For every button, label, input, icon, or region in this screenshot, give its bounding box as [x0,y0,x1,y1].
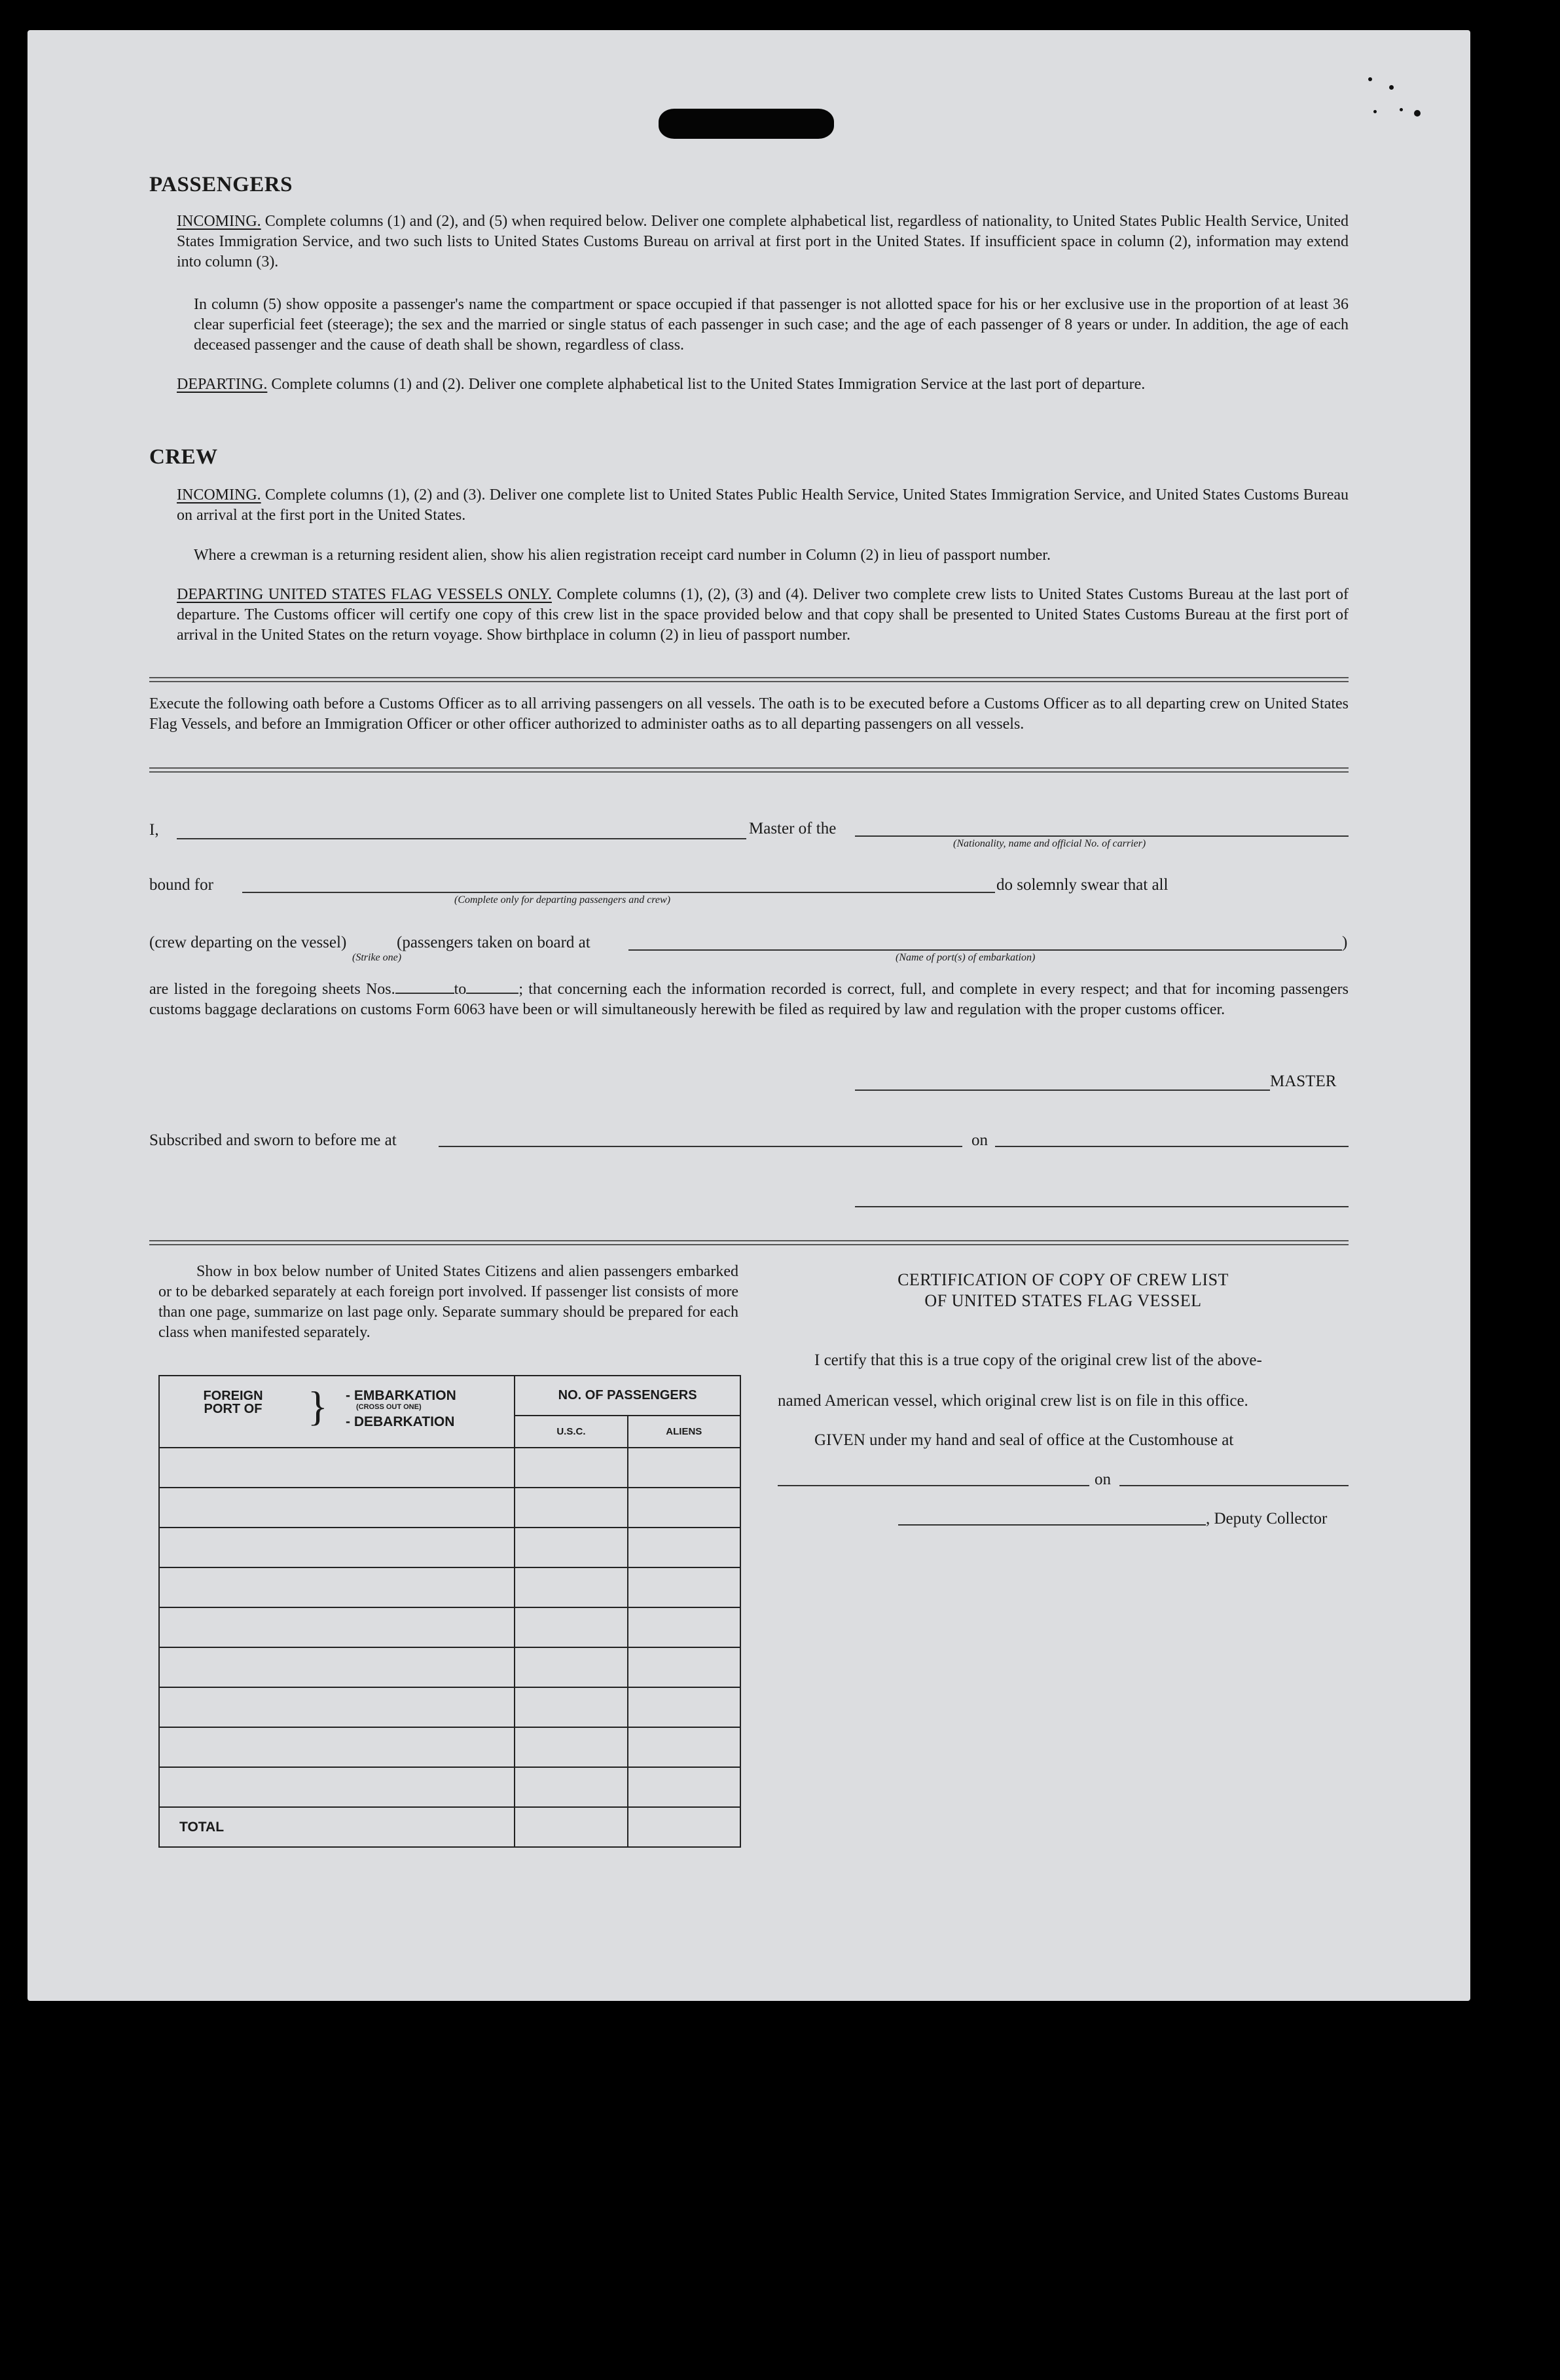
aliens-cell[interactable] [628,1488,740,1528]
usc-cell[interactable] [515,1528,627,1567]
crew-departing-label: DEPARTING UNITED STATES FLAG VESSELS ONLY. [177,586,552,603]
aliens-cell[interactable] [628,1567,740,1607]
port-cell[interactable] [159,1607,515,1647]
table-total-row [159,1807,740,1847]
master-signature-field[interactable] [855,1089,1270,1091]
passengers-column5-paragraph: In column (5) show opposite a passenger's name the compartment or space occupied if that passenger is not allotted space for his or her exclusive use in the proportion of at least 36 clear superficial feet (steerage); the sex and the married or single status of each passenger in such case; and the age of each passenger of 8 years or under. In addition, the age of each deceased passenger and the cause of death shall be shown, regardless of class. [194,296,1349,354]
passengers-heading: PASSENGERS [149,173,293,196]
section-divider [149,767,1349,773]
certification-on-label: on [1095,1471,1111,1488]
table-row [159,1687,740,1727]
aliens-cell[interactable] [628,1528,740,1567]
brace-icon: } [308,1383,328,1429]
passengers-departing-label: DEPARTING. [177,376,268,393]
port-header-label: FOREIGN PORT OF [203,1389,263,1416]
deputy-collector-signature-field[interactable] [898,1524,1206,1526]
oath-crew-departing-option[interactable]: (crew departing on the vessel) [149,934,347,951]
total-label: TOTAL [159,1807,515,1847]
subscribed-on-label: on [971,1131,988,1149]
scan-speck [1414,110,1421,117]
oath-vessel-field[interactable] [855,835,1349,837]
oath-master-of-label: Master of the [749,820,837,837]
aliens-cell[interactable] [628,1687,740,1727]
subscribed-label: Subscribed and sworn to before me at [149,1131,397,1149]
subscribed-date-field[interactable] [995,1146,1349,1147]
port-cell[interactable] [159,1647,515,1687]
customhouse-field[interactable] [778,1485,1089,1486]
table-row [159,1528,740,1567]
oath-nationality-caption: (Nationality, name and official No. of carrier) [953,838,1146,849]
scan-speck [1373,110,1377,113]
scan-speck [1368,77,1372,81]
embarkation-label: - EMBARKATION [346,1388,456,1403]
passengers-incoming-text: Complete columns (1) and (2), and (5) when required below. Deliver one complete alphabetical list, regardless of nationality, to United States Public Health Service, United States Immigration Service, and two such lists to United States Customs Bureau on arrival at first port in the United States. If insufficient space in column (2), information may extend into column (3). [177,213,1349,270]
oath-destination-field[interactable] [242,892,995,893]
oath-embarkation-port-field[interactable] [628,949,1342,951]
oath-master-name-field[interactable] [177,838,746,839]
table-row [159,1567,740,1607]
aliens-header-cell: ALIENS [628,1416,740,1448]
oath-i-label: I, [149,821,159,839]
aliens-cell[interactable] [628,1647,740,1687]
usc-cell[interactable] [515,1767,627,1807]
port-cell[interactable] [159,1488,515,1528]
passengers-departing-paragraph [177,375,1349,395]
certification-title-2: OF UNITED STATES FLAG VESSEL [924,1291,1202,1310]
table-row [159,1448,740,1488]
table-row [159,1727,740,1767]
certification-text-3: GIVEN under my hand and seal of office at the Customhouse at [814,1431,1234,1449]
deputy-collector-label: , Deputy Collector [1206,1510,1328,1528]
certification-title-1: CERTIFICATION OF COPY OF CREW LIST [898,1270,1229,1289]
usc-cell[interactable] [515,1448,627,1488]
aliens-cell[interactable] [628,1448,740,1488]
summary-instructions: Show in box below number of United States Citizens and alien passengers embarked or to be debarked separately at each foreign port involved. If passenger list consists of more than one page, summarize on last page only. Separate summary should be prepared for each class when manifested separately. [158,1263,738,1341]
aliens-cell[interactable] [628,1727,740,1767]
port-cell[interactable] [159,1687,515,1727]
port-cell[interactable] [159,1528,515,1567]
scan-speck [1400,108,1403,111]
oath-listed-to: to [454,981,467,998]
oath-listed-rest: ; that concerning each the information recorded is correct, full, and complete in every respect; and that for incoming passengers customs baggage declarations on customs Form 6063 have been or will simultaneously herewith be filed as required by law and regulation with the proper customs officer. [149,981,1349,1018]
certification-text-1: I certify that this is a true copy of the original crew list of the above- [814,1351,1262,1369]
crew-incoming-paragraph [177,485,1349,526]
port-header-cell [159,1376,515,1448]
oath-listed-pre: are listed in the foregoing sheets Nos. [149,981,395,998]
usc-cell[interactable] [515,1687,627,1727]
table-row [159,1647,740,1687]
crew-departing-paragraph [177,585,1349,646]
table-row [159,1488,740,1528]
total-aliens-cell[interactable] [628,1807,740,1847]
crew-incoming-text: Complete columns (1), (2) and (3). Deliver one complete list to United States Public Health Service, United States Immigration Service, and United States Customs Bureau on arrival at the first port in the United States. [177,486,1349,524]
passengers-incoming-label: INCOMING. [177,213,261,230]
oath-sheet-from-field[interactable] [395,979,454,994]
passengers-incoming-paragraph [177,211,1349,272]
aliens-cell[interactable] [628,1607,740,1647]
oath-swear-text: do solemnly swear that all [996,876,1169,894]
oath-strike-caption: (Strike one) [352,952,402,963]
port-cell[interactable] [159,1567,515,1607]
oath-sheet-to-field[interactable] [466,979,518,994]
aliens-cell[interactable] [628,1767,740,1807]
master-signature-label: MASTER [1270,1072,1337,1090]
oath-bound-for-label: bound for [149,876,213,894]
section-divider [149,677,1349,682]
passenger-summary-table [158,1375,741,1848]
certification-date-field[interactable] [1119,1485,1349,1486]
oath-passengers-option[interactable]: (passengers taken on board at [397,934,590,951]
oath-close-paren: ) [1342,934,1348,951]
oath-embark-caption: (Name of port(s) of embarkation) [896,952,1036,963]
crew-heading: CREW [149,445,218,469]
scan-speck [1389,85,1394,90]
officer-signature-field[interactable] [855,1206,1349,1207]
table-header-row [159,1376,740,1416]
crew-departing-text: Complete columns (1), (2), (3) and (4). Deliver two complete crew lists to United States Customs Bureau at the last port of departure. The Customs officer will certify one copy of this crew list in the space provided below and that copy shall be presented to United States Customs Bureau at the first port of arrival in the United States on the return voyage. Show birthplace in column (2) in lieu of passport number. [177,586,1349,644]
oath-intro: Execute the following oath before a Customs Officer as to all arriving passengers on all vessels. The oath is to be executed before a Customs Officer as to all departing crew on United States Flag Vessels, and before an Immigration Officer or other officer authorized to administer oaths as to all departing passengers on all vessels. [149,695,1349,733]
section-divider [149,1240,1349,1245]
subscribed-place-field[interactable] [439,1146,962,1147]
port-cell[interactable] [159,1448,515,1488]
port-cell[interactable] [159,1767,515,1807]
port-cell[interactable] [159,1727,515,1767]
crew-resident-paragraph: Where a crewman is a returning resident alien, show his alien registration receipt card number in Column (2) in lieu of passport number. [194,547,1051,564]
cross-out-label: (CROSS OUT ONE) [356,1403,422,1411]
debarkation-label: - DEBARKATION [346,1414,455,1429]
oath-bound-caption: (Complete only for departing passengers and crew) [454,894,671,906]
usc-cell[interactable] [515,1727,627,1767]
oath-listed-paragraph [149,979,1349,1020]
table-row [159,1607,740,1647]
usc-cell[interactable] [515,1647,627,1687]
usc-header-cell: U.S.C. [515,1416,627,1448]
table-row [159,1767,740,1807]
certification-text-2: named American vessel, which original crew list is on file in this office. [778,1392,1248,1410]
crew-incoming-label: INCOMING. [177,486,261,503]
passengers-header-cell: NO. OF PASSENGERS [515,1376,740,1416]
passengers-departing-text: Complete columns (1) and (2). Deliver one complete alphabetical list to the United States Immigration Service at the last port of departure. [267,376,1146,393]
total-usc-cell[interactable] [515,1807,627,1847]
usc-cell[interactable] [515,1567,627,1607]
usc-cell[interactable] [515,1488,627,1528]
usc-cell[interactable] [515,1607,627,1647]
redacted-title [659,109,834,139]
